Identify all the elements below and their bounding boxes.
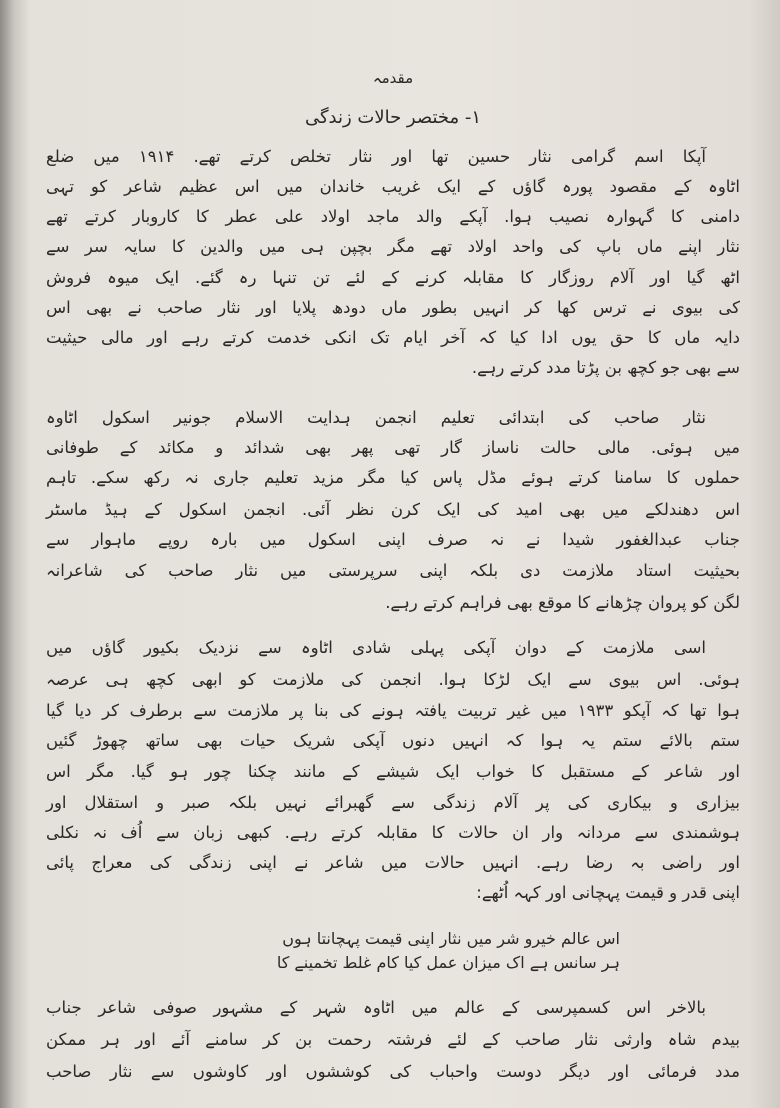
verse-line: ہر سانس ہے اک میزان عمل کیا کام غلط تخمینے کا — [276, 953, 620, 972]
paragraph-line: اس دھندلکے میں بھی امید کی ایک کرن نظر آئی. انجمن اسکول کے ہیڈ ماسٹر — [46, 500, 740, 519]
paragraph-line: اپنی قدر و قیمت پہچانی اور کہہ اُٹھے: — [476, 883, 740, 902]
paragraph-line: بیزاری و بیکاری کی پر آلام زندگی سے گھبرائے نہیں بلکہ صبر و استقلال اور — [46, 793, 740, 812]
paragraph-line: ہوا تھا کہ آپکو ۱۹۳۳ میں غیر تربیت یافتہ ہونے کی بنا پر ملازمت سے برطرف کر دیا گیا — [46, 701, 740, 720]
paragraph-line: اور شاعر کے مستقبل کا خواب ایک شیشے کے مانند چکنا چور ہو گیا. مگر اس — [46, 762, 740, 781]
paragraph-line: ہوئی. اس بیوی سے ایک لڑکا ہوا. انجمن کی ملازمت کو ابھی کچھ ہی عرصہ — [46, 670, 740, 689]
paragraph-line: بالاخر اس کسمپرسی کے عالم میں اٹاوہ شہر کے مشہور صوفی شاعر جناب — [46, 998, 706, 1017]
paragraph-line: ستم بالائے ستم یہ ہوا کہ انہیں دنوں آپکی شریک حیات بھی ساتھ چھوڑ گئیں — [46, 731, 740, 750]
paragraph-line: مدد فرمائی اور دیگر دوست واحباب کی کوششوں اور کاوشوں سے نثار صاحب — [46, 1062, 740, 1081]
paragraph-line: لگن کو پروان چڑھانے کا موقع بھی فراہم کرتے رہے. — [385, 593, 740, 612]
paragraph-line: ہوشمندی سے مردانہ وار ان حالات کا مقابلہ کرتے رہے. کبھی زبان سے اُف نہ نکلی — [46, 823, 740, 842]
paragraph-line: نثار اپنے ماں باپ کی واحد اولاد تھے مگر بچپن ہی میں والدین کا سایہ سر سے — [46, 237, 740, 256]
section-title: ۱- مختصر حالات زندگی — [304, 107, 482, 128]
paragraph-line: اور راضی بہ رضا رہے. انہیں حالات میں شاعر نے اپنی زندگی کی معراج پائی — [46, 853, 740, 872]
paragraph-line: بیدم شاہ وارثی نثار صاحب کے لئے فرشتہ رحمت بن کر سامنے آئے اور ہر ممکن — [46, 1030, 740, 1049]
paragraph-line: دامنی کا گہوارہ نصیب ہوا. آپکے والد ماجد اولاد علی عطر کا کاروبار کرتے تھے — [46, 207, 740, 226]
paragraph-line: نثار صاحب کی ابتدائی تعلیم انجمن ہدایت الاسلام جونیر اسکول اٹاوہ — [46, 408, 706, 427]
paragraph-line: کی بیوی نے ترس کھا کر انہیں بطور ماں دودھ پلایا اور نثار صاحب نے بھی اس — [46, 298, 740, 317]
verse-line: اس عالم خیرو شر میں نثار اپنی قیمت پہچانتا ہوں — [282, 929, 620, 948]
paragraph-line: حملوں کا سامنا کرتے ہوئے مڈل پاس کیا مگر مزید تعلیم جاری نہ رکھ سکے. تاہم — [46, 468, 740, 487]
paragraph-line: جناب عبدالغفور شیدا نے نہ صرف اپنی اسکول میں بارہ روپے ماہوار سے — [46, 530, 740, 549]
paragraph-line: دایہ ماں کا حق یوں ادا کیا کہ آخر ایام تک انکی خدمت کرتے رہے اور مالی حیثیت — [46, 328, 740, 347]
paragraph-line: اسی ملازمت کے دوان آپکی پہلی شادی اٹاوہ سے نزدیک بکیور گاؤں میں — [46, 638, 706, 657]
paragraph-line: بحیثیت استاد ملازمت دی بلکہ اپنی سرپرستی میں نثار صاحب کی شاعرانہ — [46, 561, 740, 580]
page-heading: مقدمہ — [372, 69, 414, 87]
paragraph-line: آپکا اسم گرامی نثار حسین تھا اور نثار تخلص کرتے تھے. ۱۹۱۴ میں ضلع — [46, 147, 707, 166]
paragraph-line: اٹھ گیا اور آلام روزگار کا مقابلہ کرنے کے لئے تن تنہا رہ گئے. ایک میوہ فروش — [46, 268, 740, 287]
paragraph-line: سے بھی جو کچھ بن پڑتا مدد کرتے رہے. — [471, 358, 740, 377]
paragraph-line: اٹاوہ کے مقصود پورہ گاؤں کے ایک غریب خاندان میں اس عظیم شاعر کو تہی — [46, 177, 740, 196]
paragraph-line: میں ہوئی. مالی حالت ناساز گار تھی پھر بھی شدائد و مکائد کے طوفانی — [46, 438, 740, 457]
